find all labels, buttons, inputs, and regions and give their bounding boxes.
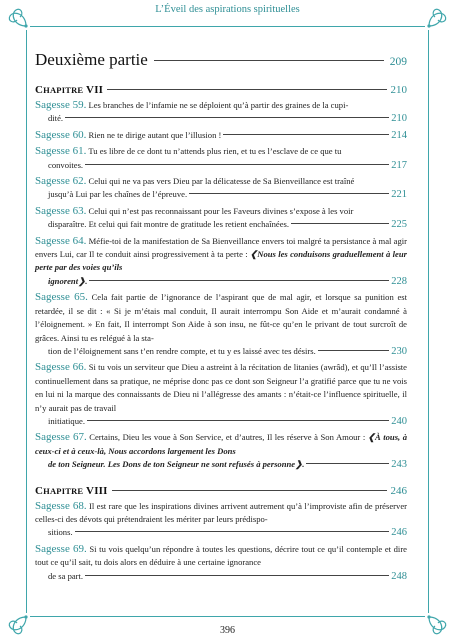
page-number: 221 bbox=[391, 189, 407, 201]
entry-label: Sagesse 61. bbox=[35, 145, 87, 158]
entry-tail bbox=[35, 415, 407, 428]
toc-entry[interactable] bbox=[35, 99, 407, 126]
entry-text-end: jusqu’à Lui par les chaînes de l’épreuve. bbox=[48, 189, 188, 200]
entry-text-end: de sa part. bbox=[48, 570, 84, 581]
entry-quote-end: de ton Seigneur. Les Dons de ton Seigneur ne sont refusés à personne❯. bbox=[48, 459, 305, 470]
part-heading[interactable] bbox=[35, 50, 407, 70]
toc-entry[interactable] bbox=[35, 129, 407, 142]
entry-label: Sagesse 69. bbox=[35, 542, 87, 555]
entry-label: Sagesse 65. bbox=[35, 291, 88, 304]
entry-label: Sagesse 63. bbox=[35, 204, 87, 217]
toc-entry[interactable] bbox=[35, 291, 407, 358]
entry-body bbox=[35, 205, 407, 218]
entry-text: Méfie-toi de la manifestation de Sa Bienveillance envers toi malgré ta persistance à mal agir envers Lui, car Il te conduit ainsi progressivement à ta perte : bbox=[35, 235, 408, 260]
entry-label: Sagesse 68. bbox=[35, 499, 87, 512]
entry-tail bbox=[35, 159, 407, 172]
entry-text: Cela fait partie de l’ignorance de l’aspirant que de mal agir, et lorsque sa punition est retardée, il se dit : « Si je m’étais mal conduit, Il aurait interrompu Son Aide et m’aurait condamné à l’éloignement. » En fait, Il interrompt Son Aide à son insu, ne fût-ce qu’en le privant de tout surcroît de grâces. Ainsi tu es relégué à la sta- bbox=[35, 292, 407, 343]
running-head: L’Éveil des aspirations spirituelles bbox=[155, 4, 300, 15]
page-number: 246 bbox=[390, 484, 407, 497]
folio bbox=[0, 620, 455, 638]
part-title: Deuxième partie bbox=[35, 50, 148, 69]
page-number: 246 bbox=[391, 527, 407, 539]
entry-label: Sagesse 62. bbox=[35, 175, 87, 188]
leader-line bbox=[75, 531, 390, 532]
entry-body bbox=[35, 291, 407, 345]
leader-line bbox=[85, 575, 389, 576]
entry-text: Il est rare que les inspirations divines arrivent autrement qu’à l’improviste afin de préserver celles-ci des dévots qui prétendraient les mériter par leurs prédispo- bbox=[35, 500, 407, 524]
entry-quote: ❮Nous les conduisons graduellement à leur perte par des voies qu’ils bbox=[35, 249, 407, 273]
toc-entry[interactable] bbox=[35, 145, 407, 172]
leader-line bbox=[87, 420, 389, 421]
entry-line bbox=[35, 129, 407, 142]
chapter-number: VIII bbox=[83, 484, 108, 497]
leader-line bbox=[306, 463, 389, 464]
entry-quote: ❮À tous, à ceux-ci et à ceux-là, Nous accordons largement les Dons bbox=[35, 432, 408, 456]
entry-body bbox=[35, 175, 407, 188]
entry-text: Si tu vois un serviteur que Dieu a astreint à la récitation de litanies (awrâd), et qu’Il l’assiste continuellement dans sa pratique, ne méprise donc pas ce dont son Seigneur l’a gratifié parce que tu ne vois en lui ni la marque des connaissants de Dieu ni l’allégresse des amants : n’était-ce l’influence spirituelle, il n’y aurait pas de travail bbox=[35, 362, 407, 413]
page-number: 243 bbox=[391, 459, 407, 471]
chapter-list bbox=[35, 84, 407, 583]
leader-line bbox=[154, 60, 384, 61]
entry-text-end: disparaître. Et celui qui fait montre de gratitude les retient enchaînées. bbox=[48, 219, 290, 230]
entry-body bbox=[35, 500, 407, 527]
page-number: 248 bbox=[391, 570, 407, 582]
page-number: 210 bbox=[391, 113, 407, 125]
chapter-word: HAPITRE bbox=[43, 485, 84, 496]
toc-entry[interactable] bbox=[35, 235, 407, 289]
entry-tail bbox=[35, 345, 407, 358]
entry-body bbox=[35, 99, 407, 112]
entry-tail bbox=[35, 112, 407, 125]
entry-tail bbox=[35, 188, 407, 201]
page-number: 209 bbox=[389, 56, 407, 68]
chapter-number: VII bbox=[83, 84, 104, 96]
leader-line bbox=[112, 490, 387, 491]
frame-line-right bbox=[428, 30, 429, 613]
entry-body bbox=[35, 361, 407, 415]
spacer bbox=[35, 475, 407, 485]
entry-text: Celui qui ne va pas vers Dieu par la délicatesse de Sa Bienveillance est traîné bbox=[88, 176, 355, 187]
folio-number: 396 bbox=[214, 625, 241, 636]
page-number: 217 bbox=[391, 159, 407, 171]
entry-label: Sagesse 64. bbox=[35, 234, 87, 247]
page-number: 228 bbox=[391, 275, 407, 287]
entry-body bbox=[35, 543, 407, 570]
chapter-heading[interactable] bbox=[35, 84, 407, 96]
leader-line bbox=[65, 117, 389, 118]
entry-body bbox=[35, 235, 407, 275]
chapter-title bbox=[35, 485, 108, 497]
chapter-heading[interactable] bbox=[35, 485, 407, 497]
entry-text: Si tu vois quelqu’un répondre à toutes les questions, décrire tout ce qu’il contemple et dire tout ce qu’il sait, tu dois alors en déduire à une certaine ignorance bbox=[35, 543, 407, 568]
toc-entry[interactable] bbox=[35, 175, 407, 202]
frame-line-bottom bbox=[30, 616, 425, 617]
entry-label: Sagesse 59. bbox=[35, 99, 87, 111]
leader-line bbox=[223, 134, 389, 135]
leader-line bbox=[89, 280, 389, 281]
page-number: 214 bbox=[391, 129, 407, 141]
entry-quote-end: ignorent❯. bbox=[48, 275, 88, 286]
page-number: 210 bbox=[390, 84, 407, 96]
entry-tail bbox=[35, 526, 407, 539]
page-number: 230 bbox=[391, 345, 407, 357]
chapter-initial: C bbox=[35, 84, 44, 96]
leader-line bbox=[85, 164, 389, 165]
entry-tail bbox=[35, 570, 407, 583]
frame-line-top bbox=[30, 26, 425, 27]
page-number: 225 bbox=[391, 219, 407, 231]
toc-entry[interactable] bbox=[35, 361, 407, 428]
entry-text-end: Rien ne te dirige autant que l’illusion ! bbox=[88, 129, 222, 140]
entry-label: Sagesse 67. bbox=[35, 431, 87, 444]
entry-text-end: sitions. bbox=[48, 527, 73, 538]
entry-text-end: convoites. bbox=[48, 159, 84, 170]
entry-tail bbox=[35, 218, 407, 231]
leader-line bbox=[189, 193, 389, 194]
entry-label: Sagesse 66. bbox=[35, 361, 87, 374]
entry-tail bbox=[35, 458, 407, 471]
chapter-title bbox=[35, 84, 103, 96]
entry-text-end: tion de l’éloignement sans t’en rendre compte, et tu y es laissé avec tes désirs. bbox=[48, 345, 316, 356]
table-of-contents bbox=[35, 50, 407, 586]
entry-text: Celui qui n’est pas reconnaissant pour les Faveurs divines s’expose à les voir bbox=[88, 205, 354, 216]
entry-body bbox=[35, 431, 407, 458]
entry-body bbox=[35, 145, 407, 158]
entry-tail bbox=[35, 275, 407, 288]
toc-entry[interactable] bbox=[35, 205, 407, 232]
leader-line bbox=[107, 89, 386, 90]
toc-entry[interactable] bbox=[35, 500, 407, 540]
entry-text-end: dité. bbox=[48, 113, 64, 124]
entry-text: Tu es libre de ce dont tu n’attends plus rien, et tu es l’esclave de ce que tu bbox=[88, 146, 342, 157]
toc-entry[interactable] bbox=[35, 543, 407, 583]
leader-line bbox=[318, 350, 389, 351]
page-number: 240 bbox=[391, 415, 407, 427]
entry-text-end: initiatique. bbox=[48, 415, 85, 426]
toc-entry[interactable] bbox=[35, 431, 407, 471]
frame-line-left bbox=[26, 30, 27, 613]
entry-text: Certains, Dieu les voue à Son Service, et d’autres, Il les réserve à Son Amour : bbox=[89, 432, 366, 443]
chapter-initial: C bbox=[35, 484, 44, 497]
leader-line bbox=[291, 223, 389, 224]
entry-text: Les branches de l’infamie ne se déploient qu’à partir des graines de la cupi- bbox=[88, 100, 349, 110]
entry-label: Sagesse 60. bbox=[35, 128, 87, 141]
chapter-word: HAPITRE bbox=[43, 85, 84, 95]
